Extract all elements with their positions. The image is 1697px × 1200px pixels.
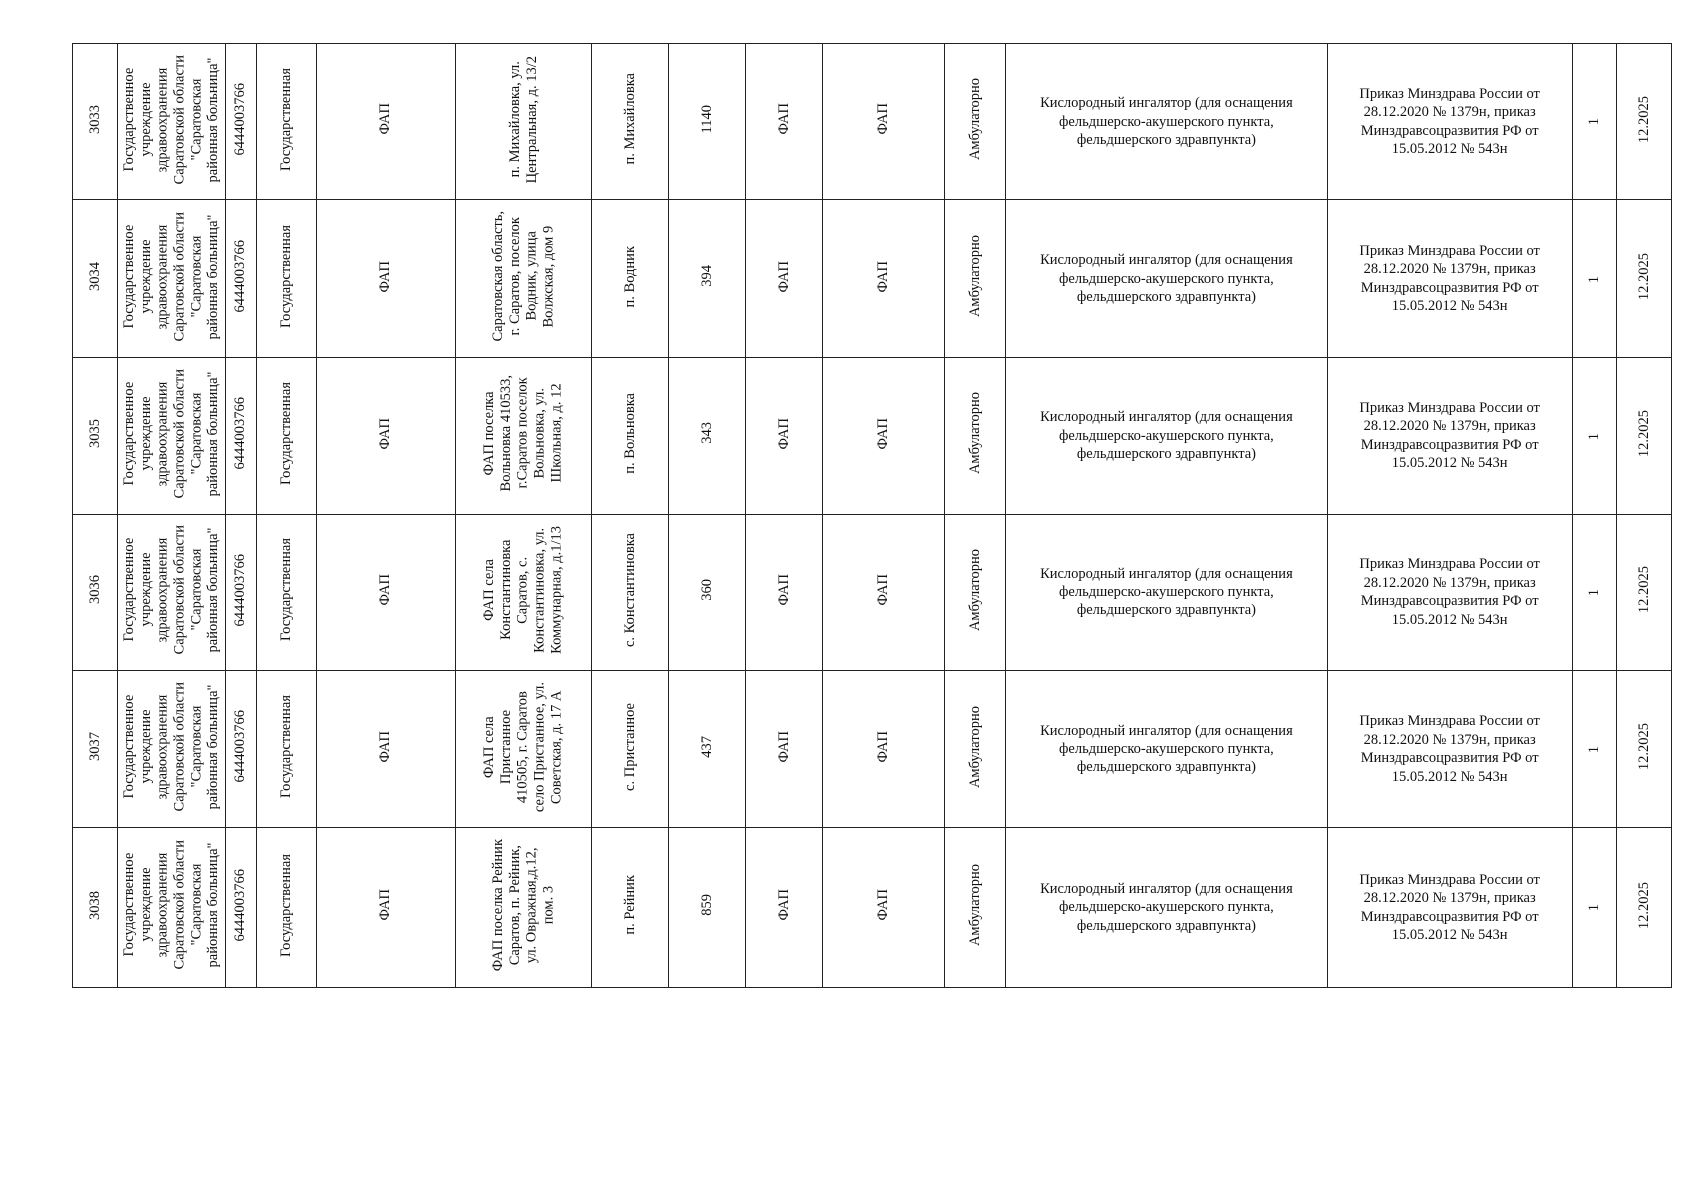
cell-settlement (592, 514, 669, 670)
cell-type-a-text: ФАП (775, 730, 792, 763)
cell-organization-line: Саратовской области (171, 211, 188, 341)
cell-quantity-text: 1 (1586, 589, 1603, 597)
cell-organization-line: районная больница" (204, 213, 221, 339)
cell-facility-type-text: ФАП (377, 103, 394, 135)
cell-organization-line: учреждение (137, 868, 154, 943)
cell-organization-line: районная больница" (204, 842, 221, 968)
cell-organization-line: районная больница" (204, 56, 221, 182)
cell-care-mode-text: Амбулаторно (966, 548, 983, 631)
cell-address (455, 514, 592, 670)
cell-type-a (746, 200, 823, 358)
cell-care-mode-text: Амбулаторно (966, 705, 983, 788)
cell-organization-line: учреждение (137, 709, 154, 784)
cell-organization-line: районная больница" (204, 370, 221, 496)
cell-order (1327, 514, 1572, 670)
cell-order (1327, 44, 1572, 200)
cell-date (1617, 828, 1672, 988)
cell-address-line: Константиновка (498, 539, 515, 640)
cell-address-text (507, 56, 541, 183)
cell-address-line: Советская, д. 17 А (548, 689, 565, 804)
table-row (73, 44, 1672, 200)
cell-ownership (256, 828, 316, 988)
cell-equipment (1006, 44, 1328, 200)
cell-type-a (746, 828, 823, 988)
cell-inn (225, 44, 256, 200)
cell-quantity-text: 1 (1586, 118, 1603, 126)
cell-quantity (1572, 200, 1617, 358)
cell-population-text: 859 (698, 894, 715, 916)
cell-number (73, 670, 118, 827)
cell-care-mode (945, 44, 1006, 200)
cell-address-line: ФАП поселка (481, 391, 498, 476)
cell-type-a-text: ФАП (775, 260, 792, 293)
cell-equipment (1006, 514, 1328, 670)
cell-quantity (1572, 828, 1617, 988)
cell-inn (225, 200, 256, 358)
document-sheet (72, 43, 1672, 988)
cell-address-line: Саратов, п. Рейник, (506, 845, 523, 966)
cell-order (1327, 670, 1572, 827)
cell-type-a (746, 44, 823, 200)
cell-organization (117, 358, 225, 514)
cell-address (455, 44, 592, 200)
cell-care-mode-text: Амбулаторно (966, 78, 983, 161)
cell-organization-line: Государственное (120, 67, 137, 172)
cell-organization-line: Государственное (120, 224, 137, 329)
cell-ownership (256, 358, 316, 514)
cell-settlement-text: с. Константиновка (621, 532, 638, 647)
cell-equipment-text: Кислородный ингалятор (для оснащения фельдшерско-акушерского пункта, фельдшерского здравпункта) (1040, 252, 1293, 305)
cell-facility-type-text: ФАП (377, 730, 394, 763)
cell-ownership-text: Государственная (277, 381, 294, 485)
cell-address-line: ФАП села (481, 715, 498, 778)
cell-organization-line: Саратовской области (171, 368, 188, 499)
cell-organization-line: учреждение (137, 552, 154, 627)
cell-number (73, 828, 118, 988)
cell-care-mode (945, 828, 1006, 988)
cell-type-b-text: ФАП (875, 103, 892, 135)
cell-inn-text: 6444003766 (232, 397, 249, 470)
cell-date-text: 12.2025 (1635, 252, 1652, 300)
cell-population-text: 343 (698, 422, 715, 445)
cell-organization-line: Саратовской области (171, 525, 188, 655)
cell-inn-text: 6444003766 (232, 240, 249, 313)
cell-address-text (481, 375, 565, 491)
cell-address-line: Коммунарная, д.1/13 (548, 525, 565, 654)
cell-settlement-text: п. Михайловка (621, 73, 638, 165)
cell-organization-line: "Саратовская (188, 864, 205, 947)
cell-date-text: 12.2025 (1635, 95, 1652, 143)
cell-type-a-text: ФАП (775, 417, 792, 450)
cell-organization-line: Государственное (120, 381, 137, 486)
cell-type-b (823, 200, 945, 358)
cell-type-b-text: ФАП (875, 889, 892, 921)
cell-order-text: Приказ Минздрава России от 28.12.2020 № 1379н, приказ Минздравсоцразвития РФ от 15.05.2012 № 543н (1359, 556, 1540, 628)
equipment-table (72, 43, 1672, 988)
cell-population (669, 670, 746, 827)
cell-inn (225, 514, 256, 670)
cell-number-text: 3037 (86, 732, 103, 762)
cell-address-line: 410505, г. Саратов (515, 690, 532, 803)
cell-quantity (1572, 44, 1617, 200)
cell-settlement (592, 670, 669, 827)
cell-quantity-text: 1 (1586, 432, 1603, 440)
cell-organization (117, 828, 225, 988)
cell-equipment (1006, 358, 1328, 514)
cell-address-line: Вольновка 410533, (498, 375, 515, 492)
cell-type-a-text: ФАП (775, 889, 792, 921)
cell-organization (117, 200, 225, 358)
table-row (73, 200, 1672, 358)
cell-type-b (823, 44, 945, 200)
cell-organization-line: Саратовской области (171, 840, 188, 970)
cell-organization-line: здравоохранения (154, 66, 171, 172)
cell-organization-line: Государственное (120, 537, 137, 642)
cell-population (669, 44, 746, 200)
cell-inn-text: 6444003766 (232, 82, 249, 156)
cell-number-text: 3036 (86, 575, 103, 605)
cell-address-line: п. Михайловка, ул. (506, 61, 523, 178)
cell-number (73, 200, 118, 358)
cell-organization-line: "Саратовская (188, 392, 205, 475)
cell-facility-type-text: ФАП (377, 889, 394, 921)
cell-address-line: Константиновка, ул. (531, 527, 548, 653)
cell-inn-text: 6444003766 (232, 553, 249, 627)
cell-order-text: Приказ Минздрава России от 28.12.2020 № 1379н, приказ Минздравсоцразвития РФ от 15.05.2012 № 543н (1359, 400, 1540, 472)
cell-address-line: пом. 3 (540, 885, 557, 925)
cell-organization-line: учреждение (137, 82, 154, 157)
cell-ownership-text: Государственная (277, 538, 294, 642)
cell-address-line: Саратов, с. (515, 556, 532, 624)
cell-inn-text: 6444003766 (232, 868, 249, 942)
cell-equipment-text: Кислородный ингалятор (для оснащения фельдшерско-акушерского пункта, фельдшерского здравпункта) (1040, 409, 1293, 463)
cell-address (455, 358, 592, 514)
cell-address-line: ФАП села (481, 558, 498, 621)
cell-number (73, 44, 118, 200)
cell-type-a-text: ФАП (775, 103, 792, 135)
cell-population-text: 1140 (698, 104, 715, 134)
cell-quantity (1572, 514, 1617, 670)
cell-address-line: г.Саратов поселок (515, 377, 532, 489)
cell-settlement-text: п. Вольновка (621, 392, 638, 474)
cell-organization-line: Саратовской области (171, 54, 188, 184)
cell-date-text: 12.2025 (1635, 566, 1652, 614)
cell-ownership-text: Государственная (277, 853, 294, 957)
cell-address-line: ФАП поселка Рейник (489, 838, 506, 972)
cell-address-line: Вольновка, ул. (531, 388, 548, 479)
cell-organization-line: Государственное (120, 853, 137, 957)
cell-equipment (1006, 828, 1328, 988)
cell-address-line: Волжская, дом 9 (540, 225, 557, 328)
cell-facility-type-text: ФАП (377, 574, 394, 606)
cell-facility-type (316, 670, 455, 827)
cell-type-b-text: ФАП (875, 260, 892, 293)
cell-date-text: 12.2025 (1635, 723, 1652, 771)
cell-date (1617, 670, 1672, 827)
cell-order-text: Приказ Минздрава России от 28.12.2020 № 1379н, приказ Минздравсоцразвития РФ от 15.05.2012 № 543н (1359, 871, 1540, 944)
cell-settlement (592, 200, 669, 358)
cell-facility-type (316, 44, 455, 200)
cell-population (669, 358, 746, 514)
cell-quantity-text: 1 (1586, 745, 1603, 754)
cell-address-line: село Пристанное, ул. (531, 681, 548, 812)
cell-care-mode (945, 200, 1006, 358)
cell-inn-text: 6444003766 (232, 710, 249, 783)
cell-care-mode-text: Амбулаторно (966, 864, 983, 947)
cell-organization-text (121, 525, 222, 654)
cell-type-b (823, 828, 945, 988)
cell-number (73, 358, 118, 514)
table-row (73, 670, 1672, 827)
cell-order-text: Приказ Минздрава России от 28.12.2020 № 1379н, приказ Минздравсоцразвития РФ от 15.05.2012 № 543н (1359, 242, 1540, 315)
cell-ownership-text: Государственная (277, 224, 294, 328)
cell-organization-text (121, 212, 222, 341)
cell-address-line: ул. Овражная,д.12, (523, 847, 540, 963)
cell-type-a (746, 514, 823, 670)
cell-order-text: Приказ Минздрава России от 28.12.2020 № 1379н, приказ Минздравсоцразвития РФ от 15.05.2012 № 543н (1359, 713, 1540, 785)
cell-number-text: 3035 (86, 418, 103, 448)
cell-ownership (256, 514, 316, 670)
cell-organization-line: здравоохранения (154, 537, 171, 643)
cell-organization-line: "Саратовская (188, 235, 205, 318)
cell-equipment-text: Кислородный ингалятор (для оснащения фельдшерско-акушерского пункта, фельдшерского здравпункта) (1040, 565, 1293, 619)
cell-address (455, 670, 592, 827)
cell-date (1617, 358, 1672, 514)
cell-equipment-text: Кислородный ингалятор (для оснащения фельдшерско-акушерского пункта, фельдшерского здравпункта) (1040, 95, 1293, 148)
cell-type-a-text: ФАП (775, 574, 792, 606)
cell-date (1617, 44, 1672, 200)
cell-address (455, 828, 592, 988)
cell-organization-line: районная больница" (204, 684, 221, 810)
cell-address-line: Центральная, д. 13/2 (523, 55, 540, 183)
cell-ownership (256, 200, 316, 358)
cell-type-b-text: ФАП (875, 730, 892, 763)
cell-organization-line: "Саратовская (188, 548, 205, 631)
cell-number-text: 3033 (86, 104, 103, 134)
cell-address-text (490, 839, 557, 971)
cell-order (1327, 200, 1572, 358)
cell-facility-type-text: ФАП (377, 417, 394, 450)
cell-equipment (1006, 670, 1328, 827)
cell-care-mode (945, 670, 1006, 827)
cell-organization-text (121, 682, 222, 811)
cell-type-b (823, 358, 945, 514)
cell-facility-type (316, 828, 455, 988)
cell-settlement (592, 44, 669, 200)
cell-address-text (481, 526, 565, 654)
cell-date-text: 12.2025 (1635, 881, 1652, 929)
cell-settlement-text: п. Рейник (621, 875, 638, 935)
cell-type-a (746, 670, 823, 827)
cell-ownership-text: Государственная (277, 67, 294, 171)
cell-organization-text (121, 55, 222, 184)
cell-date (1617, 200, 1672, 358)
cell-care-mode-text: Амбулаторно (966, 392, 983, 475)
cell-population (669, 828, 746, 988)
table-row (73, 514, 1672, 670)
cell-address-line: Саратовская область, (489, 211, 506, 342)
cell-settlement (592, 358, 669, 514)
cell-care-mode (945, 358, 1006, 514)
table-row (73, 828, 1672, 988)
cell-facility-type (316, 358, 455, 514)
cell-order-text: Приказ Минздрава России от 28.12.2020 № 1379н, приказ Минздравсоцразвития РФ от 15.05.2012 № 543н (1359, 85, 1540, 158)
cell-organization (117, 44, 225, 200)
cell-quantity (1572, 670, 1617, 827)
cell-quantity-text: 1 (1586, 904, 1603, 912)
cell-organization-text (121, 840, 222, 969)
cell-equipment (1006, 200, 1328, 358)
cell-address-text (481, 682, 565, 812)
cell-type-b-text: ФАП (875, 417, 892, 450)
table-row (73, 358, 1672, 514)
cell-address (455, 200, 592, 358)
cell-organization-line: "Саратовская (188, 78, 205, 161)
cell-care-mode (945, 514, 1006, 670)
cell-inn (225, 670, 256, 827)
cell-ownership-text: Государственная (277, 695, 294, 799)
cell-organization-line: здравоохранения (154, 852, 171, 958)
cell-population (669, 200, 746, 358)
cell-order (1327, 358, 1572, 514)
cell-organization-line: учреждение (137, 239, 154, 314)
cell-address-line: Водник, улица (523, 231, 540, 322)
cell-care-mode-text: Амбулаторно (966, 235, 983, 318)
cell-organization (117, 670, 225, 827)
cell-settlement-text: п. Водник (621, 245, 638, 307)
cell-organization-line: учреждение (137, 396, 154, 471)
cell-settlement-text: с. Пристанное (621, 702, 638, 791)
cell-type-a (746, 358, 823, 514)
cell-facility-type (316, 514, 455, 670)
cell-type-b (823, 514, 945, 670)
cell-date (1617, 514, 1672, 670)
cell-address-line: Пристанное (498, 709, 515, 784)
cell-ownership (256, 44, 316, 200)
cell-number-text: 3034 (86, 261, 103, 291)
cell-address-line: Школьная, д. 12 (548, 383, 565, 483)
cell-equipment-text: Кислородный ингалятор (для оснащения фельдшерско-акушерского пункта, фельдшерского здравпункта) (1040, 881, 1293, 934)
cell-organization-line: здравоохранения (154, 380, 171, 486)
cell-number-text: 3038 (86, 890, 103, 920)
cell-facility-type-text: ФАП (377, 260, 394, 293)
cell-order (1327, 828, 1572, 988)
cell-quantity (1572, 358, 1617, 514)
cell-population-text: 360 (698, 578, 715, 601)
cell-organization-line: Государственное (120, 694, 137, 799)
cell-settlement (592, 828, 669, 988)
cell-quantity-text: 1 (1586, 275, 1603, 283)
cell-inn (225, 828, 256, 988)
cell-type-b-text: ФАП (875, 574, 892, 606)
cell-population (669, 514, 746, 670)
cell-organization-line: "Саратовская (188, 705, 205, 788)
cell-organization-text (121, 369, 222, 498)
cell-number (73, 514, 118, 670)
cell-facility-type (316, 200, 455, 358)
cell-address-text (490, 211, 557, 342)
cell-organization-line: здравоохранения (154, 694, 171, 799)
cell-ownership (256, 670, 316, 827)
cell-type-b (823, 670, 945, 827)
cell-population-text: 394 (698, 265, 715, 288)
cell-address-line: г. Саратов, поселок (506, 217, 523, 336)
cell-population-text: 437 (698, 735, 715, 758)
cell-organization-line: здравоохранения (154, 223, 171, 329)
cell-inn (225, 358, 256, 514)
cell-organization (117, 514, 225, 670)
cell-equipment-text: Кислородный ингалятор (для оснащения фельдшерско-акушерского пункта, фельдшерского здравпункта) (1040, 722, 1293, 776)
cell-date-text: 12.2025 (1635, 409, 1652, 457)
cell-organization-line: Саратовской области (171, 681, 188, 812)
cell-organization-line: районная больница" (204, 527, 221, 653)
